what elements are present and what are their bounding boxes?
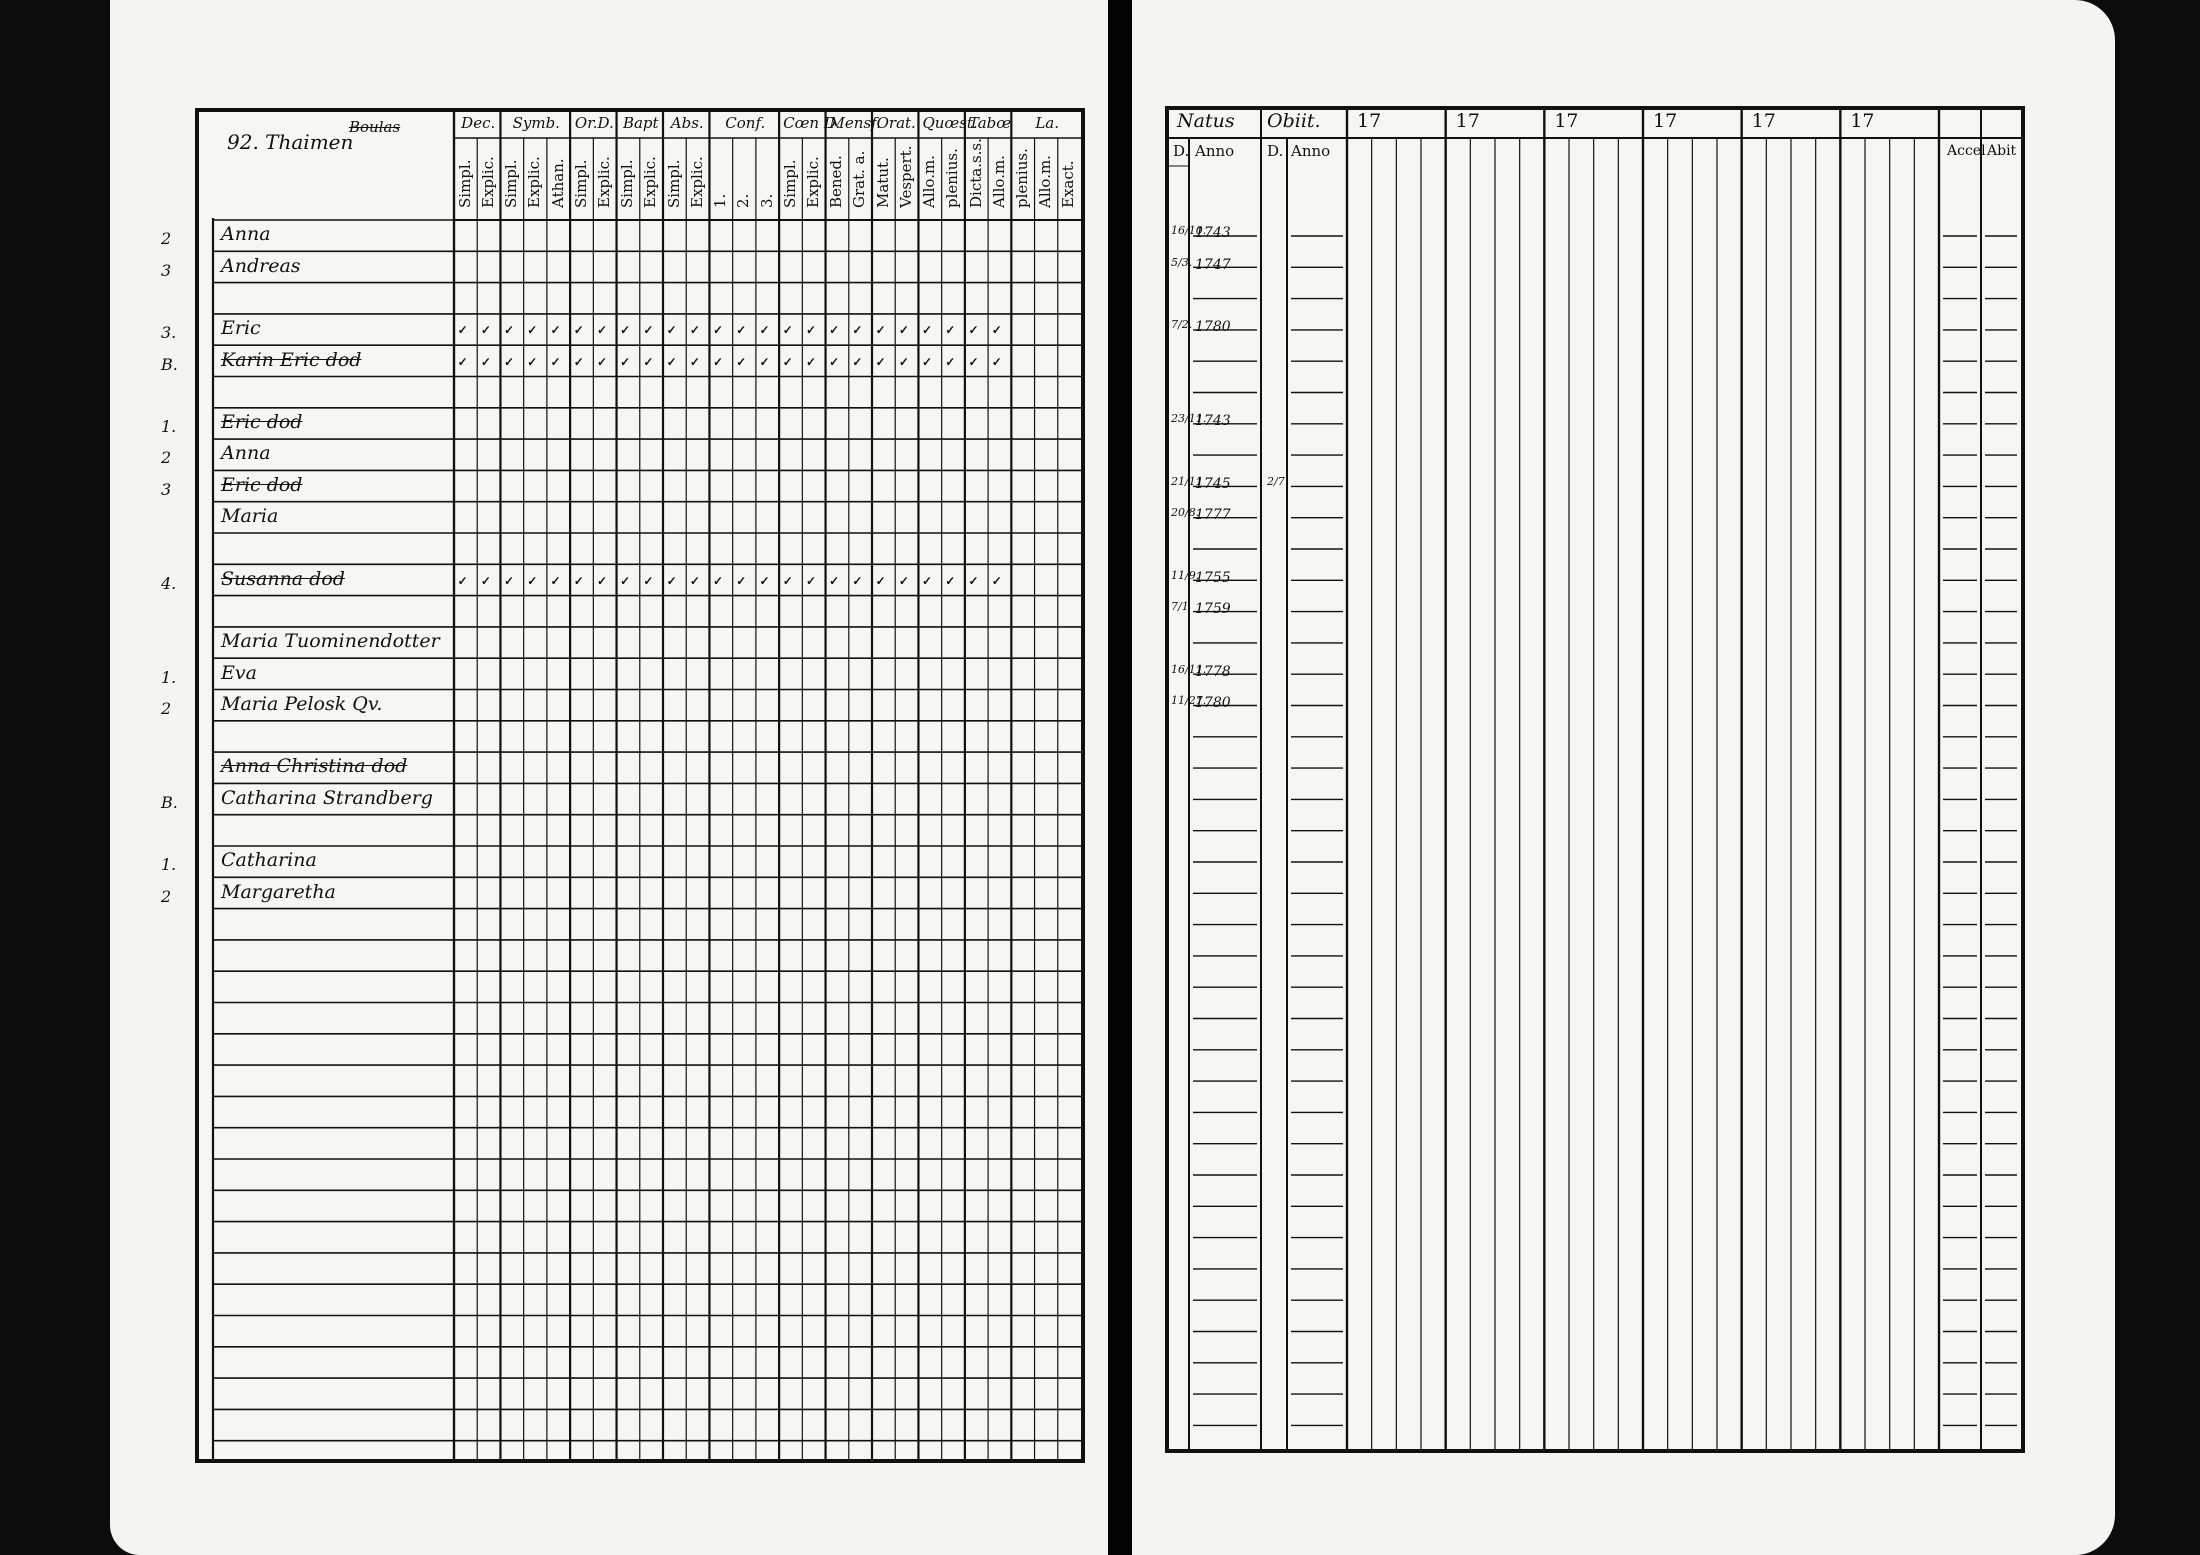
tick-mark: ✓	[991, 323, 1004, 338]
tick-mark: ✓	[596, 323, 609, 338]
year-prefix: 17	[1751, 110, 1776, 132]
person-name: Eric dod	[221, 411, 303, 434]
person-name: Susanna dod	[221, 567, 345, 590]
sub-header-8-0: Matut.	[873, 157, 892, 208]
row-number: 3	[161, 260, 172, 280]
sub-header-3-1: Explic.	[641, 156, 660, 208]
tick-mark: ✓	[782, 354, 795, 369]
person-name: Maria Pelosk Qv.	[221, 692, 383, 715]
row-number: 3	[161, 479, 172, 499]
birth-year: 1755	[1195, 569, 1231, 586]
tick-mark: ✓	[713, 354, 726, 369]
tick-mark: ✓	[945, 323, 958, 338]
year-prefix: 17	[1554, 110, 1579, 132]
tick-mark: ✓	[922, 354, 935, 369]
year-prefix: 17	[1850, 110, 1875, 132]
person-name: Maria Tuominendotter	[221, 630, 440, 653]
birth-day: 7/1	[1171, 599, 1189, 613]
tick-mark: ✓	[666, 573, 679, 588]
group-header-1: Symb.	[512, 114, 560, 132]
natus-day-header: D.	[1173, 142, 1190, 160]
tick-mark: ✓	[573, 354, 586, 369]
tick-mark: ✓	[945, 354, 958, 369]
header-note-extra: Boulas	[349, 118, 401, 136]
tick-mark: ✓	[805, 354, 818, 369]
tick-mark: ✓	[643, 573, 656, 588]
group-header-10: Tabœ	[968, 114, 1012, 132]
person-name: Margaretha	[221, 880, 336, 903]
abit-header: Abit	[1987, 143, 2017, 159]
tick-mark: ✓	[457, 354, 470, 369]
tick-mark: ✓	[713, 573, 726, 588]
sub-header-5-0: 1.	[711, 193, 730, 208]
person-name: Anna	[221, 442, 271, 465]
death-day: 2/7	[1267, 474, 1285, 488]
row-number: 2	[161, 448, 172, 468]
tick-mark: ✓	[991, 573, 1004, 588]
tick-mark: ✓	[805, 323, 818, 338]
tick-mark: ✓	[550, 323, 563, 338]
tick-mark: ✓	[573, 573, 586, 588]
tick-mark: ✓	[829, 573, 842, 588]
left-grid-lines	[199, 112, 1081, 1459]
sub-header-1-2: Athan.	[548, 158, 567, 208]
tick-mark: ✓	[480, 573, 493, 588]
tick-mark: ✓	[550, 573, 563, 588]
tick-mark: ✓	[666, 323, 679, 338]
person-name: Anna Christina dod	[221, 755, 408, 778]
tick-mark: ✓	[573, 323, 586, 338]
tick-mark: ✓	[736, 354, 749, 369]
row-number: 4.	[161, 573, 177, 593]
sub-header-10-0: Dicta.s.s.	[966, 138, 985, 208]
tick-mark: ✓	[504, 323, 517, 338]
tick-mark: ✓	[945, 573, 958, 588]
tick-mark: ✓	[875, 323, 888, 338]
birth-day: 11/27.	[1171, 693, 1207, 707]
left-register-table	[161, 108, 1085, 1463]
group-header-2: Or.D.	[574, 114, 614, 132]
sub-header-4-1: Explic.	[687, 156, 706, 208]
tick-mark: ✓	[805, 573, 818, 588]
tick-mark: ✓	[736, 323, 749, 338]
tick-mark: ✓	[875, 573, 888, 588]
row-number: B.	[161, 792, 178, 812]
group-header-8: Orat.	[876, 114, 916, 132]
sub-header-11-1: Allo.m.	[1036, 155, 1055, 208]
group-header-3: Bapt	[622, 114, 659, 132]
tick-mark: ✓	[480, 354, 493, 369]
tick-mark: ✓	[620, 323, 633, 338]
person-name: Anna	[221, 223, 271, 246]
tick-mark: ✓	[875, 354, 888, 369]
birth-year: 1778	[1195, 663, 1231, 680]
sub-header-11-0: plenius.	[1012, 148, 1031, 208]
sub-header-11-2: Exact.	[1059, 160, 1078, 208]
tick-mark: ✓	[527, 573, 540, 588]
group-header-11: La.	[1035, 114, 1059, 132]
tick-mark: ✓	[643, 323, 656, 338]
tick-mark: ✓	[968, 354, 981, 369]
sub-header-2-0: Simpl.	[571, 159, 590, 208]
natus-header: Natus	[1177, 110, 1235, 132]
tick-mark: ✓	[922, 573, 935, 588]
year-prefix: 17	[1455, 110, 1480, 132]
year-prefix: 17	[1653, 110, 1678, 132]
birth-year: 1780	[1195, 694, 1231, 711]
book-gutter	[1108, 0, 1132, 1555]
birth-day: 16/10.	[1171, 224, 1207, 238]
accel-header: Accel	[1947, 143, 1986, 159]
header-note: 92. Thaimen	[227, 130, 354, 154]
group-header-0: Dec.	[461, 114, 496, 132]
sub-header-7-0: Bened.	[827, 155, 846, 208]
obiit-day-header: D.	[1267, 142, 1284, 160]
person-name: Karin Eric dod	[221, 348, 362, 371]
sub-header-9-0: Allo.m.	[920, 155, 939, 208]
year-prefix: 17	[1357, 110, 1382, 132]
birth-year: 1759	[1195, 600, 1231, 617]
tick-mark: ✓	[620, 354, 633, 369]
person-name: Eva	[221, 661, 257, 684]
birth-year: 1747	[1195, 256, 1231, 273]
sub-header-10-1: Allo.m.	[989, 155, 1008, 208]
tick-mark: ✓	[596, 573, 609, 588]
tick-mark: ✓	[898, 323, 911, 338]
row-number: B.	[161, 354, 178, 374]
tick-mark: ✓	[829, 354, 842, 369]
tick-mark: ✓	[782, 323, 795, 338]
sub-header-4-0: Simpl.	[664, 159, 683, 208]
tick-mark: ✓	[457, 323, 470, 338]
birth-day: 23/11.	[1171, 412, 1207, 426]
row-number: 1.	[161, 667, 177, 687]
tick-mark: ✓	[480, 323, 493, 338]
sub-header-7-1: Grat. a.	[850, 150, 869, 208]
tick-mark: ✓	[968, 573, 981, 588]
row-number: 1.	[161, 417, 177, 437]
tick-mark: ✓	[643, 354, 656, 369]
tick-mark: ✓	[829, 323, 842, 338]
sub-header-1-0: Simpl.	[502, 159, 521, 208]
tick-mark: ✓	[759, 354, 772, 369]
birth-year: 1743	[1195, 225, 1231, 242]
tick-mark: ✓	[550, 354, 563, 369]
row-number: 3.	[161, 323, 177, 343]
tick-mark: ✓	[689, 323, 702, 338]
group-header-4: Abs.	[670, 114, 704, 132]
birth-day: 21/11	[1171, 474, 1203, 488]
row-number: 2	[161, 698, 172, 718]
tick-mark: ✓	[504, 573, 517, 588]
sub-header-1-1: Explic.	[525, 156, 544, 208]
tick-mark: ✓	[689, 354, 702, 369]
tick-mark: ✓	[968, 323, 981, 338]
tick-mark: ✓	[504, 354, 517, 369]
row-number: 1.	[161, 855, 177, 875]
birth-day: 7/2.	[1171, 318, 1193, 332]
sub-header-0-0: Simpl.	[455, 159, 474, 208]
tick-mark: ✓	[852, 573, 865, 588]
sub-header-0-1: Explic.	[478, 156, 497, 208]
row-number: 2	[161, 886, 172, 906]
sub-header-6-1: Explic.	[803, 156, 822, 208]
tick-mark: ✓	[527, 323, 540, 338]
person-name: Catharina	[221, 849, 317, 872]
right-grid-lines	[1169, 110, 2021, 1449]
sub-header-5-2: 3.	[757, 193, 776, 208]
sub-header-2-1: Explic.	[594, 156, 613, 208]
person-name: Maria	[221, 505, 279, 527]
tick-mark: ✓	[527, 354, 540, 369]
birth-year: 1777	[1195, 507, 1231, 523]
tick-mark: ✓	[898, 573, 911, 588]
tick-mark: ✓	[759, 323, 772, 338]
person-name: Eric dod	[221, 473, 303, 496]
sub-header-9-1: plenius.	[943, 148, 962, 208]
natus-year-header: Anno	[1195, 142, 1235, 160]
sub-header-8-1: Vespert.	[896, 145, 915, 208]
tick-mark: ✓	[852, 354, 865, 369]
group-header-7: Mensf.	[829, 114, 881, 132]
tick-mark: ✓	[759, 573, 772, 588]
tick-mark: ✓	[852, 323, 865, 338]
group-header-6: Cœn D.	[783, 114, 841, 132]
person-name: Catharina Strandberg	[221, 786, 433, 809]
tick-mark: ✓	[596, 354, 609, 369]
birth-year: 1745	[1195, 475, 1231, 492]
tick-mark: ✓	[736, 573, 749, 588]
obiit-header: Obiit.	[1267, 110, 1321, 132]
person-name: Andreas	[221, 254, 301, 277]
tick-mark: ✓	[922, 323, 935, 338]
birth-year: 1780	[1195, 319, 1231, 336]
tick-mark: ✓	[457, 573, 470, 588]
tick-mark: ✓	[991, 354, 1004, 369]
birth-day: 11/9.	[1171, 568, 1200, 582]
sub-header-3-0: Simpl.	[618, 159, 637, 208]
tick-mark: ✓	[713, 323, 726, 338]
row-number: 2	[161, 229, 172, 249]
tick-mark: ✓	[782, 573, 795, 588]
right-register-table	[1165, 106, 2025, 1453]
birth-day: 16/11.	[1171, 662, 1207, 676]
obiit-year-header: Anno	[1291, 142, 1331, 160]
birth-day: 20/8.	[1171, 506, 1200, 519]
tick-mark: ✓	[666, 354, 679, 369]
person-name: Eric	[221, 317, 261, 340]
tick-mark: ✓	[620, 573, 633, 588]
sub-header-5-1: 2.	[734, 193, 753, 208]
birth-day: 5/3.	[1171, 255, 1193, 269]
birth-year: 1743	[1195, 413, 1231, 430]
group-header-9: Quœst.	[922, 114, 978, 132]
group-header-5: Conf.	[725, 114, 766, 132]
sub-header-6-0: Simpl.	[780, 159, 799, 208]
tick-mark: ✓	[689, 573, 702, 588]
tick-mark: ✓	[898, 354, 911, 369]
